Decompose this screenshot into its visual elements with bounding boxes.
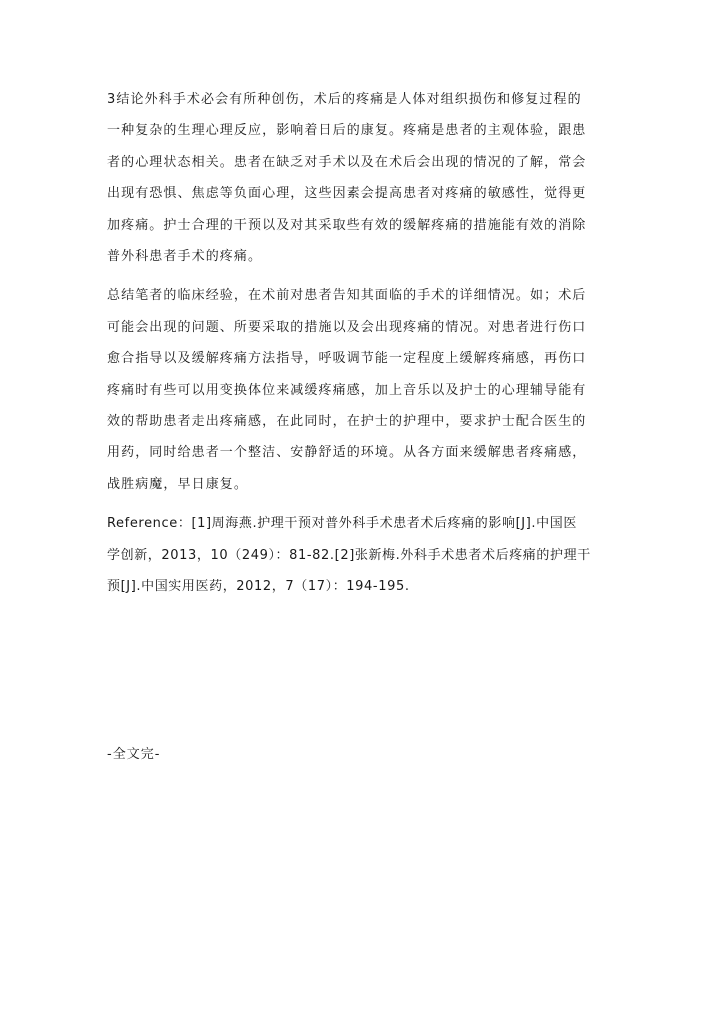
text-line: 普外科患者手术的疼痛。 — [107, 249, 263, 265]
text-line: 疼痛时有些可以用变换体位来减缓疼痛感，加上音乐以及护士的心理辅导能有 — [107, 382, 587, 398]
document-body — [107, 84, 607, 611]
conclusion-paragraph — [107, 84, 607, 272]
reference-line: 预[J].中国实用医药，2012，7（17）：194-195. — [107, 579, 410, 595]
text-line: 效的帮助患者走出疼痛感，在此同时，在护士的护理中，要求护士配合医生的 — [107, 414, 587, 430]
reference-line: 学创新，2013，10（249）：81-82.[2]张新梅.外科手术患者术后疼痛的护理干 — [107, 547, 591, 563]
text-line: 3结论外科手术必会有所种创伤，术后的疼痛是人体对组织损伤和修复过程的 — [107, 92, 582, 107]
text-line: 愈合指导以及缓解疼痛方法指导，呼吸调节能一定程度上缓解疼痛感，再伤口 — [107, 351, 587, 367]
text-line: 可能会出现的问题、所要采取的措施以及会出现疼痛的情况。对患者进行伤口 — [107, 319, 587, 335]
text-line: 加疼痛。护士合理的干预以及对其采取些有效的缓解疼痛的措施能有效的消除 — [107, 217, 587, 233]
text-line: 战胜病魔，早日康复。 — [107, 476, 249, 492]
reference-line: Reference：[1]周海燕.护理干预对普外科手术患者术后疼痛的影响[J].中国医 — [107, 516, 577, 532]
text-line: 出现有恐惧、焦虑等负面心理，这些因素会提高患者对疼痛的敏感性，觉得更 — [107, 186, 587, 202]
text-line: 一种复杂的生理心理反应，影响着日后的康复。疼痛是患者的主观体验，跟患 — [107, 123, 587, 139]
text-line: 用药，同时给患者一个整洁、安静舒适的环境。从各方面来缓解患者疼痛感， — [107, 445, 587, 461]
summary-paragraph — [107, 280, 607, 500]
end-of-document-mark: -全文完- — [107, 747, 161, 762]
reference-section — [107, 508, 607, 602]
text-line: 者的心理状态相关。患者在缺乏对手术以及在术后会出现的情况的了解，常会 — [107, 154, 587, 170]
text-line: 总结笔者的临床经验，在术前对患者告知其面临的手术的详细情况。如；术后 — [107, 288, 587, 304]
